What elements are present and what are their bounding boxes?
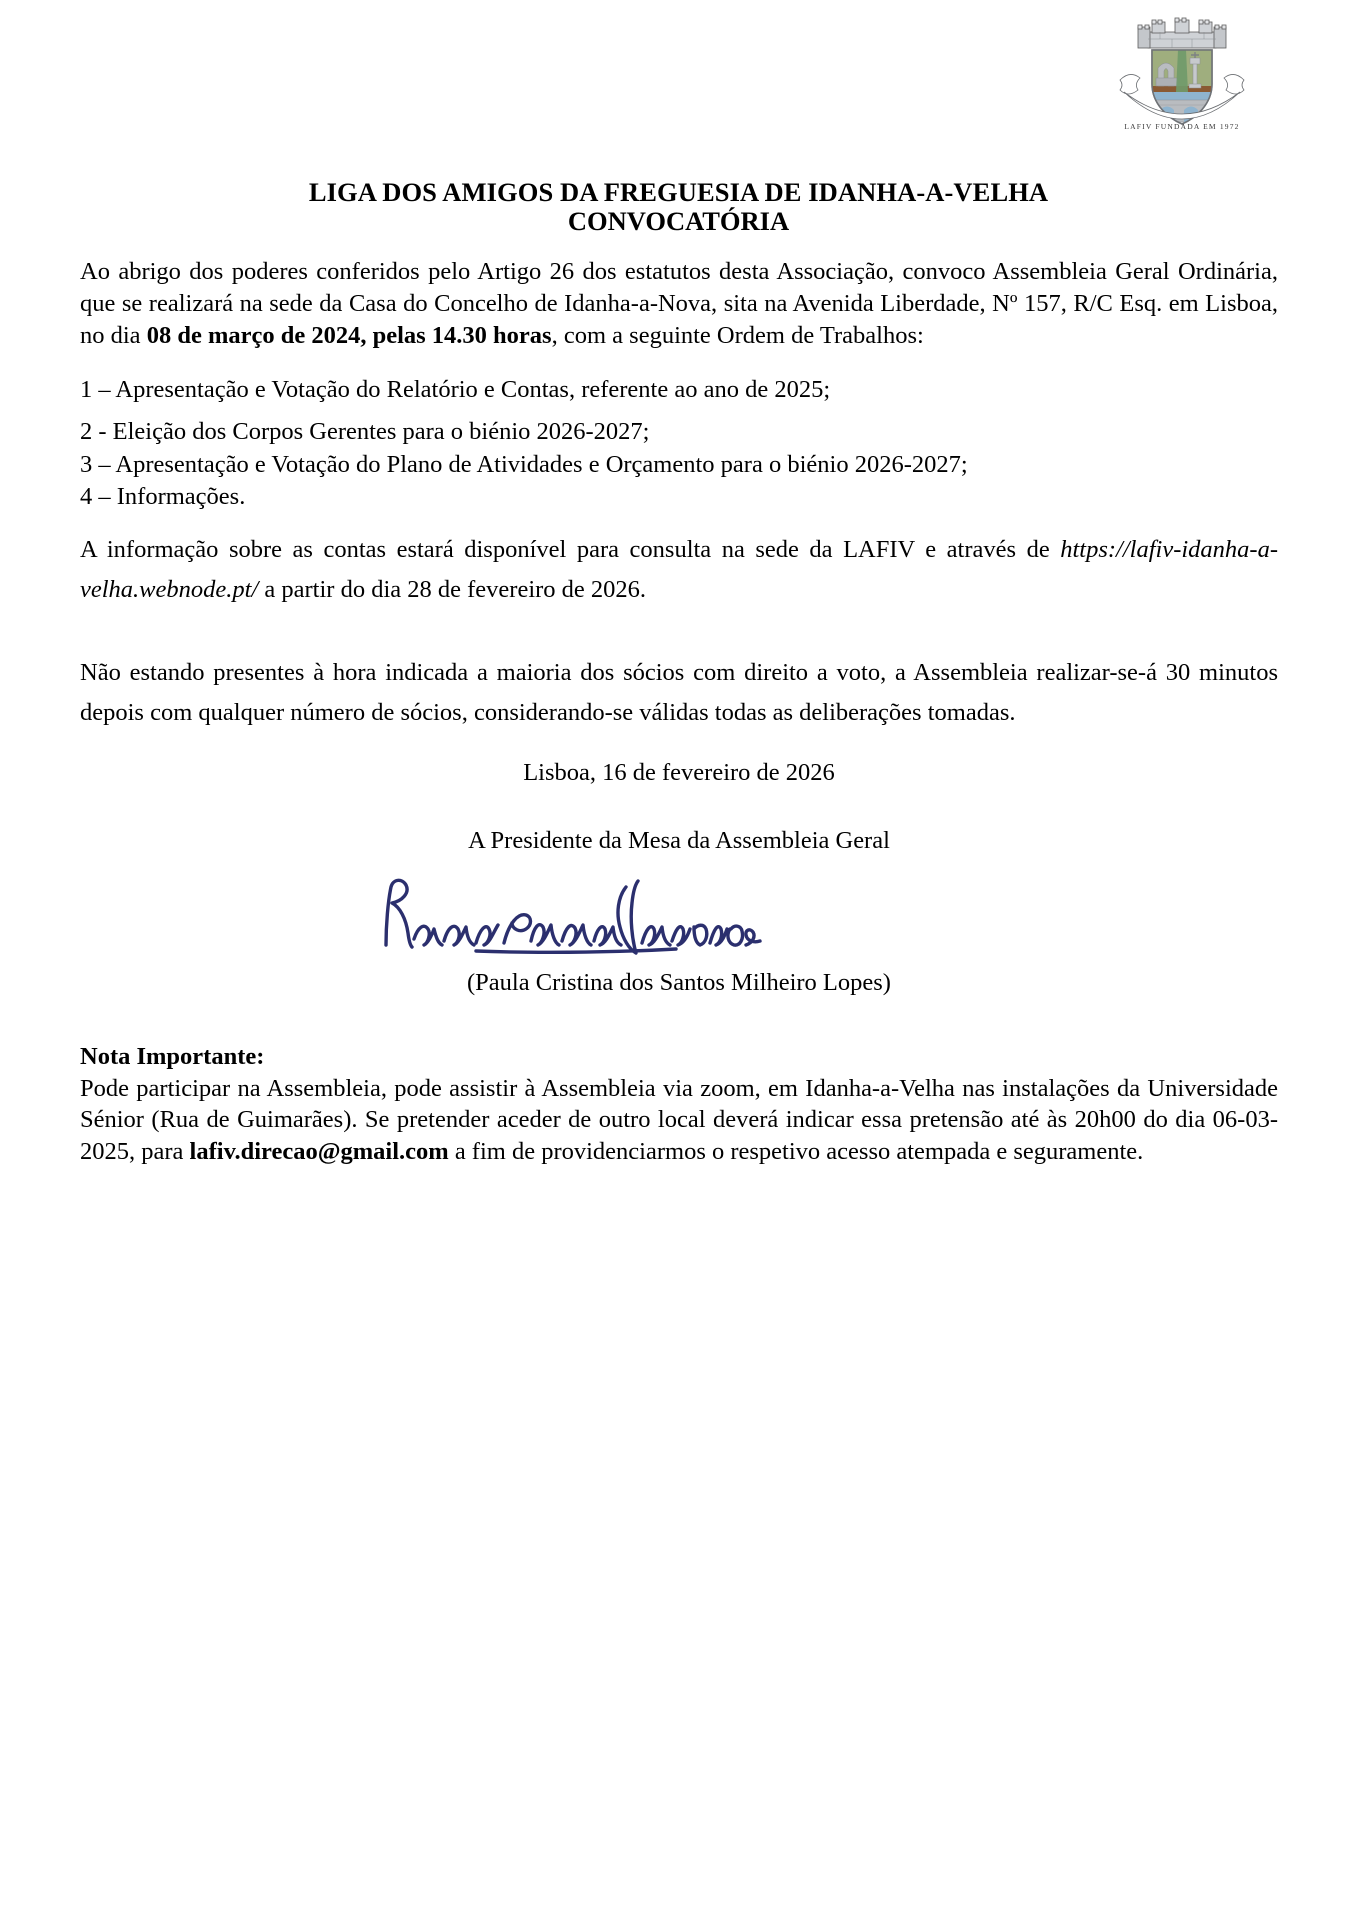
place-date-line: Lisboa, 16 de fevereiro de 2026 (523, 758, 835, 786)
accounts-info-part-1: A informação sobre as contas estará disponível para consulta na sede da LAFIV e através de (80, 535, 1061, 563)
note-email[interactable]: lafiv.direcao@gmail.com (189, 1138, 449, 1166)
note-body (80, 1073, 1278, 1169)
ribbon-text: LAFIV FUNDADA EM 1972 (1124, 122, 1240, 131)
agenda-item-1: 1 – Apresentação e Votação do Relatório e Contas, referente ao ano de 2025; (80, 375, 831, 403)
accounts-info-part-2: a partir do dia 28 de fevereiro de 2026. (258, 575, 647, 603)
intro-paragraph (80, 256, 1278, 352)
handwritten-signature (80, 867, 1278, 959)
agenda-item-2: 2 - Eleição dos Corpos Gerentes para o biénio 2026-2027; (80, 418, 650, 446)
page-subtitle: CONVOCATÓRIA (567, 206, 790, 236)
intro-part-1: Ao abrigo dos poderes conferidos pelo Artigo 26 dos estatutos desta Associação, convoco Assembleia Geral Ordinária, que se realizará na sede da Casa do Concelho de Idanha-a-Nova, sita na Avenida Liberdade, Nº 157, R/C Esq. em Lisboa, no dia (80, 258, 1278, 349)
accounts-info-paragraph (80, 530, 1278, 609)
signatory-role: A Presidente da Mesa da Assembleia Geral (468, 826, 890, 854)
agenda-list (80, 374, 1278, 514)
page-title: LIGA DOS AMIGOS DA FREGUESIA DE IDANHA-A-VELHA (308, 177, 1049, 207)
quorum-paragraph: Não estando presentes à hora indicada a maioria dos sócios com direito a voto, a Assembleia realizar-se-á 30 minutos depois com qualquer número de sócios, considerando-se válidas todas as deliberações tomadas. (80, 659, 1278, 726)
intro-date-bold: 08 de março de 2024, pelas 14.30 horas (146, 321, 552, 349)
intro-part-2: , com a seguinte Ordem de Trabalhos: (551, 321, 924, 349)
note-part-1: Pode participar na Assembleia, pode assistir à Assembleia via zoom, em Idanha-a-Velha nas instalações da Universidade Sénior (Rua de Guimarães). Se pretender aceder de outro local deverá indicar essa pretensão até às 20h00 do dia 06-03-2025, para (80, 1074, 1278, 1166)
signatory-printed-name: (Paula Cristina dos Santos Milheiro Lopes) (467, 968, 891, 996)
mural-crown-icon (1138, 18, 1226, 48)
agenda-item-4: 4 – Informações. (80, 483, 246, 511)
agenda-item-3: 3 – Apresentação e Votação do Plano de Atividades e Orçamento para o biénio 2026-2027; (80, 450, 968, 478)
lafiv-coat-of-arms-emblem (1108, 8, 1256, 136)
note-title: Nota Importante: (80, 1042, 265, 1070)
document-body (80, 256, 1278, 1193)
note-part-2: a fim de providenciarmos o respetivo acesso atempada e seguramente. (448, 1138, 1144, 1166)
accounts-info-url[interactable]: https://lafiv-idanha-a-velha.webnode.pt/ (80, 535, 1278, 603)
